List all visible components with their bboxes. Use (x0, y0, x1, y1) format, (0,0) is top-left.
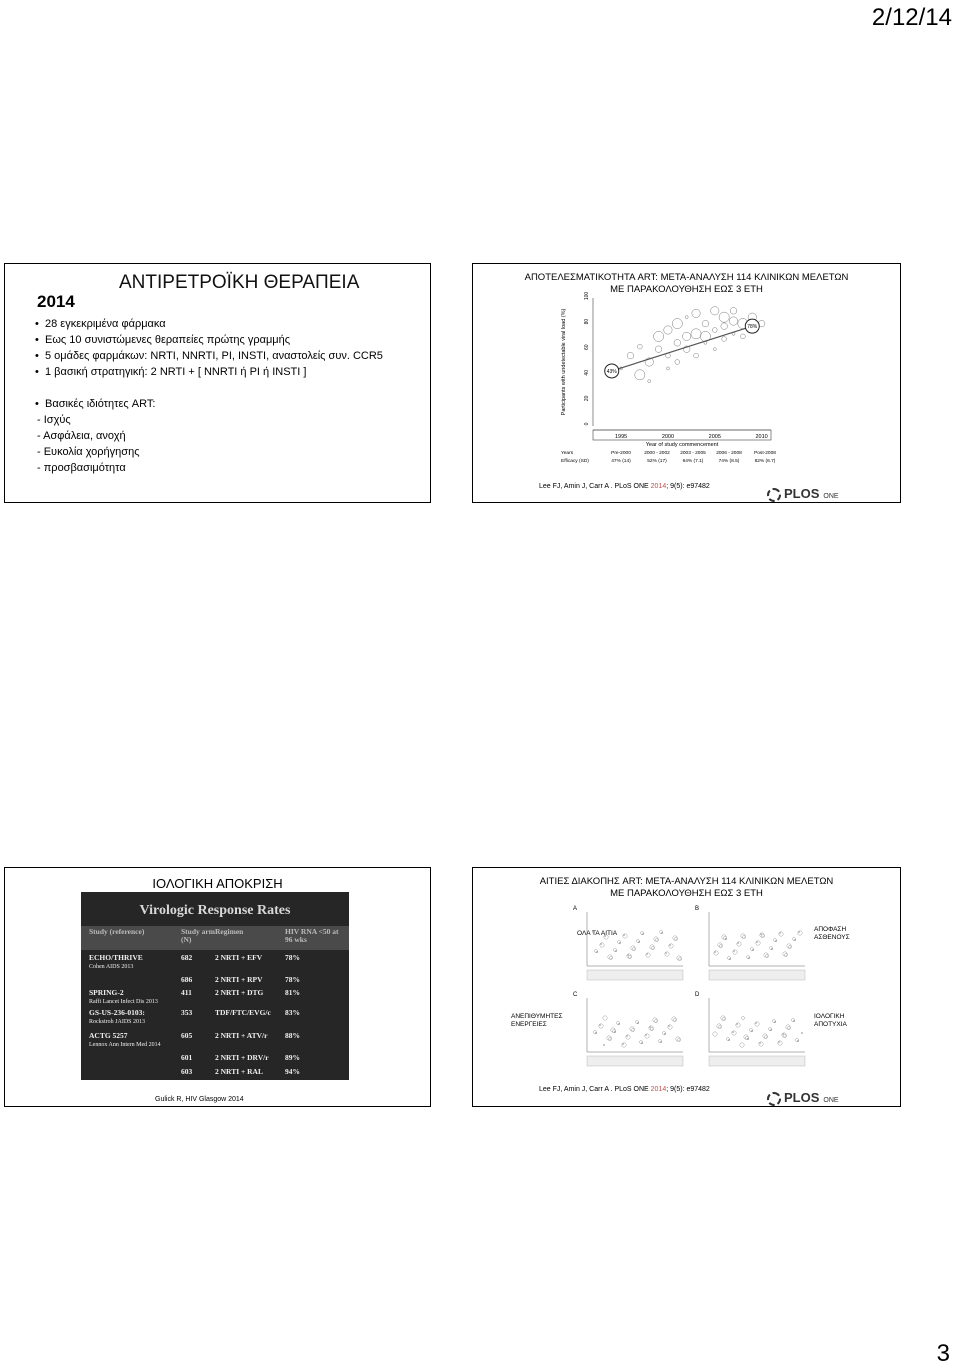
table-cell-n: 686 (181, 975, 193, 984)
mini-point (663, 1032, 666, 1035)
mini-point (645, 1034, 647, 1036)
source-note: Gulick R, HIV Glasgow 2014 (155, 1096, 244, 1103)
y-tick-label: 100 (584, 291, 590, 301)
mini-point (668, 1025, 670, 1027)
table-cell-n: 411 (181, 988, 192, 997)
plos-icon (767, 1092, 781, 1106)
plos-logo: PLOS ONE (767, 486, 839, 502)
mini-point (747, 956, 750, 959)
mini-point (669, 944, 671, 946)
mini-point (796, 1039, 799, 1042)
mini-point (732, 1031, 734, 1033)
table-cell-reference: Rockstroh JAIDS 2013 (89, 1019, 146, 1025)
slide-art-discontinuation (472, 867, 901, 1107)
mini-axes (709, 998, 805, 1052)
mini-point (728, 957, 731, 960)
mini-point (665, 952, 667, 954)
data-point (740, 334, 745, 339)
mini-point (660, 931, 663, 934)
mini-point (750, 1029, 753, 1032)
mini-axes (587, 998, 683, 1052)
y-tick-label: 60 (584, 344, 590, 350)
data-point (730, 308, 737, 315)
table-efficacy-cell: 82% (6.7) (754, 459, 776, 464)
table-row-label: Efficacy (SD) (561, 459, 589, 464)
mini-point (592, 931, 594, 933)
table-year-cell: 2003 - 2005 (680, 451, 706, 456)
trend-line (612, 326, 753, 371)
table-cell-regimen: 2 NRTI + EFV (215, 953, 263, 962)
y-axis-label: Participants with undetectable viral load (%) (561, 308, 567, 416)
plos-logo: PLOS ONE (767, 1090, 839, 1106)
slide-title-line2: ΜΕ ΠΑΡΑΚΟΛΟΥΘΗΣΗ ΕΩΣ 3 ΕΤΗ (610, 888, 763, 899)
col-header-study: Study (reference) (89, 927, 145, 936)
table-cell-study: GS-US-236-0103: (89, 1008, 145, 1017)
mini-point (760, 933, 762, 935)
mini-point (736, 1023, 738, 1025)
bullet-item: • 28 εγκεκριμένα φάρμακα (45, 316, 383, 332)
table-cell-rate: 78% (285, 953, 300, 962)
slide-title-line2: ΜΕ ΠΑΡΑΚΟΛΟΥΘΗΣΗ ΕΩΣ 3 ΕΤΗ (610, 284, 763, 295)
table-row-label: Years (561, 451, 574, 456)
table-cell-study: ACTG 5257 (89, 1031, 128, 1040)
mini-point (782, 1033, 784, 1035)
y-tick-label: 0 (584, 422, 590, 426)
annotation-start: 43% (606, 368, 617, 375)
label-all-causes: ΟΛΑ ΤΑ ΑΙΤΙΑ (577, 930, 618, 937)
plos-icon (767, 488, 781, 502)
table-cell-study: ECHO/THRIVE (89, 953, 143, 962)
mini-point (727, 1038, 730, 1041)
label-adverse-events: ΑΝΕΠΙΘΥΜΗΤΕΣ ΕΝΕΡΓΕΙΕΣ (511, 1013, 563, 1028)
mini-point (759, 1042, 761, 1044)
data-point (729, 317, 737, 325)
efficacy-scatter-chart (553, 290, 813, 466)
col-header-regimen: Regimen (215, 927, 244, 936)
slide-title: ΑΝΤΙΡΕΤΡΟΪΚΗ ΘΕΡΑΠΕΙΑ (119, 272, 360, 293)
panel-letter: B (695, 906, 700, 912)
table-cell-rate: 83% (285, 1008, 300, 1017)
x-tick-label: 1995 (614, 434, 628, 440)
data-point (653, 331, 663, 341)
table-year-cell: Pre-2000 (611, 451, 631, 456)
data-point (627, 352, 634, 359)
mini-point (779, 932, 781, 934)
mini-point (618, 941, 621, 944)
mini-point (659, 1040, 662, 1043)
data-point (666, 367, 669, 370)
mini-point (769, 1028, 772, 1031)
bullet-list-properties (45, 396, 155, 412)
mini-point (617, 1022, 620, 1025)
y-tick-label: 80 (584, 318, 590, 325)
mini-point (627, 954, 629, 956)
mini-table (709, 970, 805, 980)
data-point (702, 320, 709, 327)
table-cell-regimen: 2 NRTI + RAL (215, 1067, 263, 1076)
table-cell-regimen: TDF/FTC/EVG/c (215, 1008, 271, 1017)
mini-point (603, 1016, 607, 1020)
data-point (682, 332, 690, 340)
data-point (719, 312, 729, 322)
mini-point (641, 932, 644, 935)
mini-point (793, 938, 796, 941)
x-tick-label: 2005 (708, 434, 721, 440)
mini-point (770, 947, 773, 950)
mini-point (742, 1017, 745, 1020)
mini-point (792, 1019, 795, 1022)
x-axis-label: Year of study commencement (645, 442, 719, 448)
table-cell-rate: 78% (285, 975, 300, 984)
data-point (712, 328, 717, 333)
mini-point (600, 943, 602, 945)
mini-point (646, 953, 648, 955)
bullet-item: • Βασικές ιδιότητες ART: (45, 396, 155, 412)
mini-point (755, 1022, 757, 1024)
slide-year: 2014 (37, 292, 75, 311)
label-patient-decision: ΑΠΟΦΑΣΗ ΑΣΘΕΝΟΥΣ (814, 926, 850, 941)
data-point (691, 329, 701, 339)
annotation-end: 78% (747, 324, 758, 331)
table-cell-regimen: 2 NRTI + DTG (215, 988, 264, 997)
table-efficacy-cell: 74% (8.5) (718, 459, 740, 464)
mini-point (756, 941, 758, 943)
table-efficacy-cell: 52% (17) (647, 459, 667, 464)
mini-point (713, 1032, 717, 1036)
mini-table (587, 970, 683, 980)
mini-plot-d (695, 992, 805, 1066)
col-header-arm: Study arm (N) (181, 927, 215, 944)
table-cell-n: 353 (181, 1008, 193, 1017)
table-title: Virologic Response Rates (139, 903, 291, 918)
data-point (674, 340, 681, 347)
slide-art-efficacy (472, 263, 901, 503)
table-cell-n: 601 (181, 1053, 193, 1062)
data-point (685, 316, 688, 319)
mini-point (801, 1032, 803, 1034)
data-point (664, 326, 672, 334)
mini-point (614, 949, 617, 952)
table-cell-rate: 94% (285, 1067, 300, 1076)
data-point (694, 353, 699, 358)
table-year-cell: 2000 - 2002 (644, 451, 670, 456)
table-cell-regimen: 2 NRTI + ATV/r (215, 1031, 268, 1040)
slide-title-line1: ΑΙΤΙΕΣ ΔΙΑΚΟΠΗΣ ART: ΜΕΤΑ-ΑΝΑΛΥΣΗ 114 ΚΛΙΝΙΚΩΝ ΜΕΛΕΤΩΝ (539, 876, 834, 887)
mini-point (640, 1041, 643, 1044)
mini-axes (587, 912, 683, 966)
panel-letter: A (573, 906, 578, 912)
table-efficacy-cell: 47% (14) (611, 459, 631, 464)
mini-point (737, 942, 739, 944)
mini-point (637, 940, 640, 943)
table-cell-n: 682 (181, 953, 193, 962)
mini-point (649, 1026, 651, 1028)
mini-point (636, 1021, 639, 1024)
table-cell-reference: Lennox Ann Intern Med 2014 (89, 1042, 161, 1048)
x-tick-label: 2010 (755, 434, 768, 440)
label-virologic-failure: ΙΟΛΟΓΙΚΗ ΑΠΟΤΥΧΙΑ (814, 1013, 847, 1028)
mini-point (778, 1041, 780, 1043)
mini-point (798, 931, 800, 933)
mini-point (751, 948, 754, 951)
mini-point (599, 1024, 601, 1026)
bullet-item: • 5 ομάδες φαρμάκων: NRTI, NNRTI, PI, INSTI, αναστολείς συν. CCR5 (45, 348, 383, 364)
y-tick-label: 20 (584, 395, 590, 402)
mini-point (603, 1044, 605, 1046)
mini-point (622, 1043, 624, 1045)
mini-table (587, 1056, 683, 1066)
mini-point (774, 939, 777, 942)
slide-antiretroviral-therapy (4, 263, 431, 503)
slide-title-line1: ΑΠΟΤΕΛΕΣΜΑΤΙΚΟΤΗΤΑ ART: ΜΕΤΑ-ΑΝΑΛΥΣΗ 114 ΚΛΙΝΙΚΩΝ ΜΕΛΕΤΩΝ (524, 272, 849, 283)
mini-table (709, 1056, 805, 1066)
slide-virologic-response (4, 867, 431, 1107)
data-point (675, 360, 680, 365)
data-point (648, 380, 651, 383)
mini-point (773, 1020, 776, 1023)
virologic-response-table (81, 892, 349, 1080)
mini-point (623, 934, 625, 936)
table-cell-n: 605 (181, 1031, 193, 1040)
table-cell-regimen: 2 NRTI + RPV (215, 975, 263, 984)
data-point (722, 337, 727, 342)
table-efficacy-cell: 64% (7.1) (682, 459, 704, 464)
citation: Lee FJ, Amin J, Carr A . PLoS ONE 2014; 9(5): e97482 (539, 483, 710, 490)
col-header-rate: HIV RNA <50 at 96 wks (285, 927, 339, 944)
mini-point (594, 1031, 597, 1034)
x-tick-label: 2000 (661, 434, 675, 440)
bullet-item: • 1 βασική στρατηγική: 2 NRTI + [ NNRTI ή PI ή INSTI ] (45, 364, 383, 380)
dash-item: - προσβασιμότητα (37, 462, 126, 474)
table-cell-n: 603 (181, 1067, 193, 1076)
data-point (711, 307, 719, 315)
table-year-cell: 2006 - 2008 (716, 451, 742, 456)
table-cell-regimen: 2 NRTI + DRV/r (215, 1053, 269, 1062)
mini-point (604, 935, 606, 937)
mini-point (714, 951, 716, 953)
mini-plot-c (573, 992, 683, 1066)
page-date: 2/12/14 (871, 4, 952, 31)
table-cell-rate: 89% (285, 1053, 300, 1062)
table-cell-study: SPRING-2 (89, 988, 124, 997)
bullet-list (45, 316, 383, 380)
table-cell-rate: 88% (285, 1031, 300, 1040)
table-cell-rate: 81% (285, 988, 300, 997)
table-year-cell: Post-2008 (754, 451, 776, 456)
mini-point (740, 1043, 744, 1047)
data-point (672, 319, 682, 329)
dash-item: - Ευκολία χορήγησης (37, 446, 140, 458)
data-point (692, 309, 700, 317)
mini-plot-a (573, 906, 683, 980)
mini-point (595, 950, 598, 953)
data-point (655, 346, 662, 353)
data-point (635, 370, 645, 380)
dash-item: - Ασφάλεια, ανοχή (37, 430, 126, 442)
page-number: 3 (936, 1340, 950, 1367)
data-point (637, 344, 642, 349)
citation: Lee FJ, Amin J, Carr A . PLoS ONE 2014; 9(5): e97482 (539, 1086, 710, 1093)
table-cell-reference: Cohen AIDS 2013 (89, 964, 134, 970)
mini-plot-b (695, 906, 805, 980)
y-tick-label: 40 (584, 370, 590, 376)
dash-item: - Ισχύς (37, 414, 71, 426)
mini-point (733, 950, 735, 952)
data-point (713, 348, 716, 351)
table-cell-reference: Raffi Lancet Infect Dis 2013 (89, 999, 158, 1005)
panel-letter: C (573, 992, 578, 998)
mini-point (626, 1035, 628, 1037)
panel-letter: D (695, 992, 700, 998)
discontinuation-panels (571, 904, 815, 1076)
slide-title: ΙΟΛΟΓΙΚΗ ΑΠΟΚΡΙΣΗ (152, 876, 283, 891)
data-point (721, 323, 728, 330)
bullet-item: • Εως 10 συνιστώμενες θεραπείες πρώτης γραμμής (45, 332, 383, 348)
